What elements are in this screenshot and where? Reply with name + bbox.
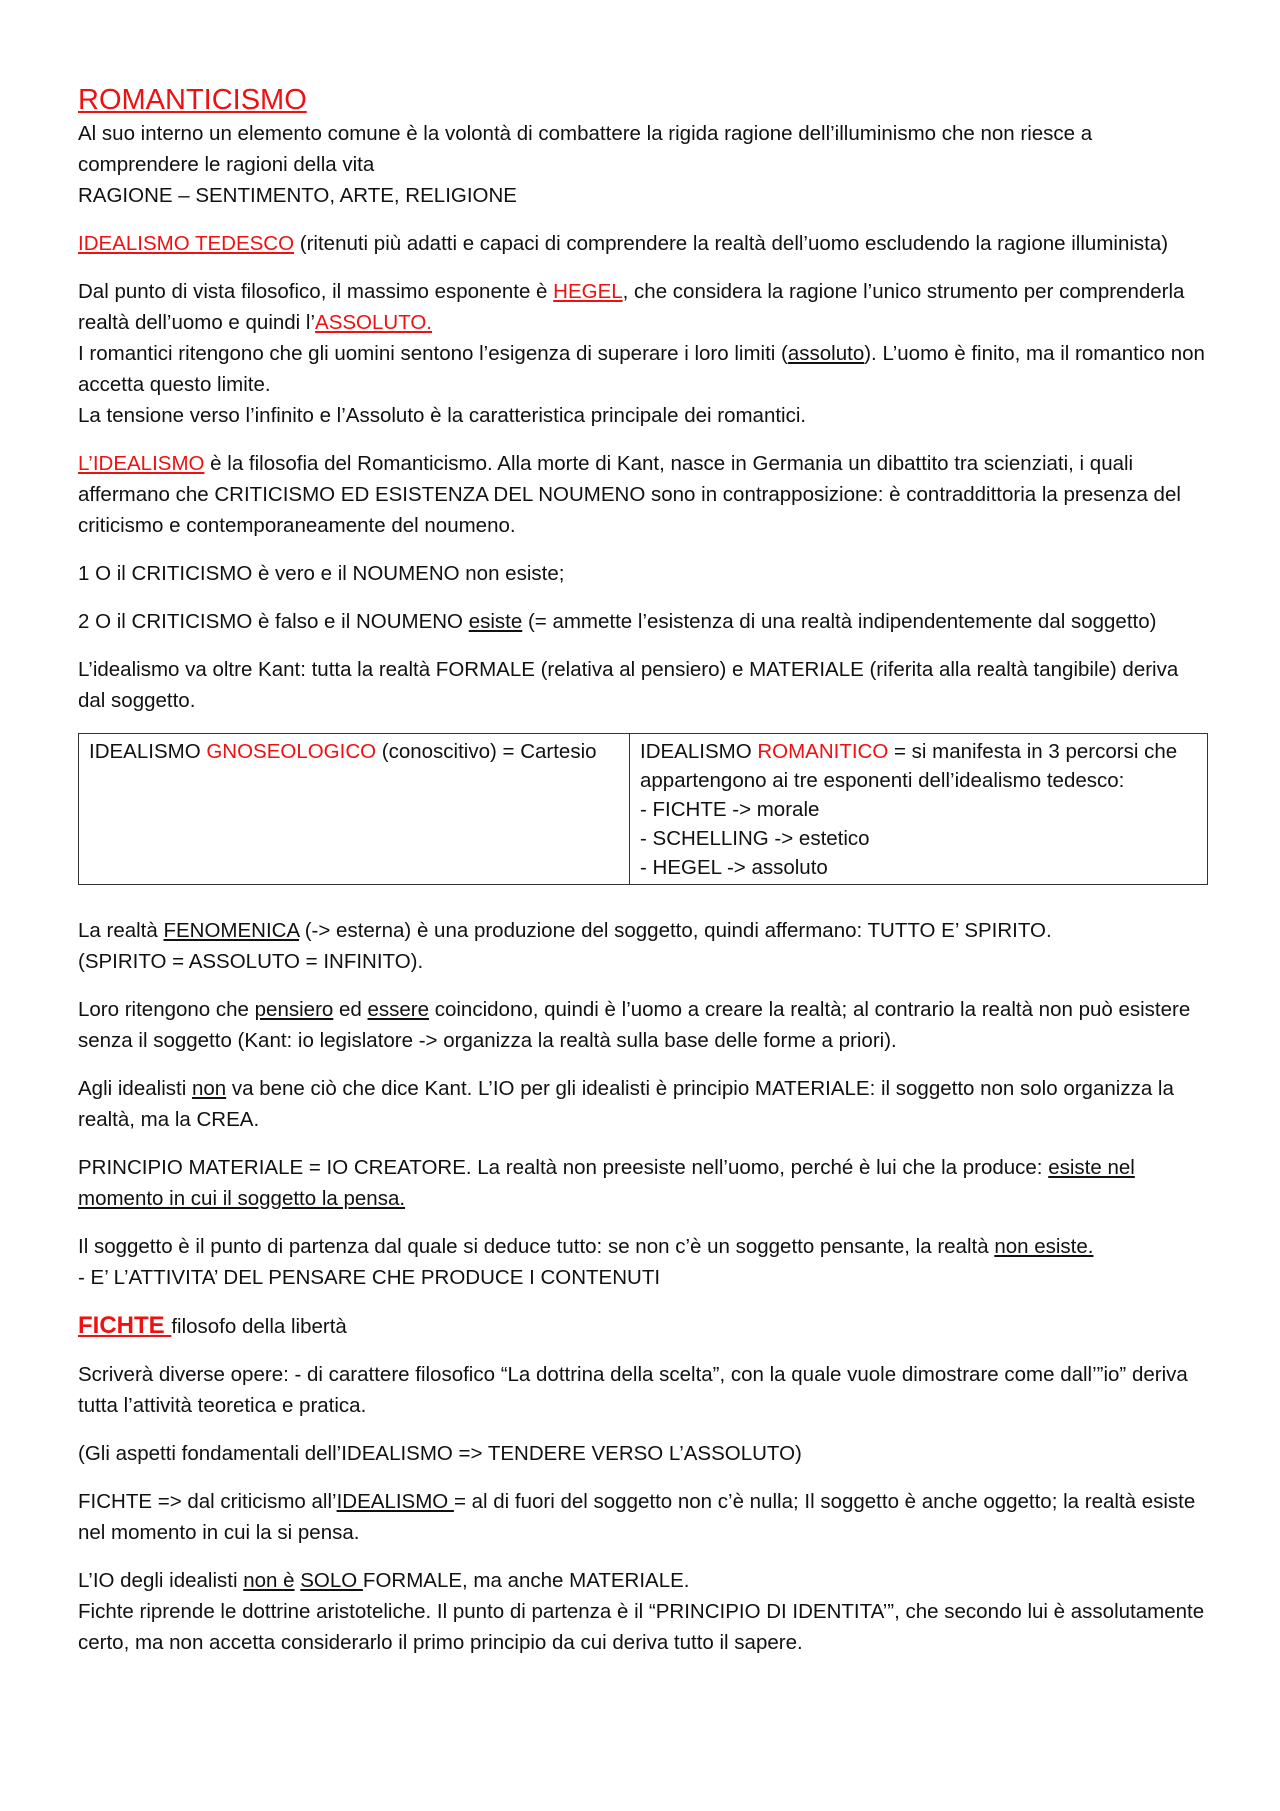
table-cell-romantico [630,734,1208,885]
hegel-text-5: La tensione verso l’infinito e l’Assoluto è la caratteristica principale dei romantici. [78,404,807,427]
romantico-text-2: = si manifesta in 3 percorsi che appartengono ai tre esponenti dell’idealismo tedesco: [640,740,1178,792]
romantico-text-1: IDEALISMO [640,740,758,763]
point-2-text-2: (= ammette l’esistenza di una realtà indipendentemente dal soggetto) [522,610,1157,633]
hegel-text-2: , che considera la ragione l’unico strumento per comprenderla realtà dell’uomo e quindi l’ [78,280,1185,334]
fichte-subtitle: filosofo della libertà [171,1315,347,1338]
gnoseologico-text-1: IDEALISMO [89,740,207,763]
agli-text-1: Agli idealisti [78,1077,192,1100]
pensiero-text-1: Loro ritengono che [78,998,255,1021]
idealismo-tedesco-paragraph [78,228,1208,259]
intro-text: Al suo interno un elemento comune è la volontà di combattere la rigida ragione dell’illuminismo che non riesce a comprendere le ragioni della vita [78,122,1093,176]
idealismo-comparison-table [78,733,1208,885]
io-text-4: Fichte riprende le dottrine aristoteliche. Il punto di partenza è il “PRINCIPIO DI IDENTITA’”, che secondo lui è assolutamente certo, ma non accetta considerarlo il primo principio da cui deriva tutto il sapere. [78,1600,1205,1654]
idealismo-tedesco-text: (ritenuti più adatti e capaci di comprendere la realtà dell’uomo escludendo la ragione illuminista) [294,232,1169,255]
pensiero-underlined: pensiero [254,998,334,1021]
non-esiste-underlined: non esiste. [994,1235,1094,1258]
opere-paragraph: Scriverà diverse opere: - di carattere filosofico “La dottrina della scelta”, con la quale vuole dimostrare come dall’”io” deriva tutta l’attività teoretica e pratica. [78,1363,1188,1417]
principio-text-1: PRINCIPIO MATERIALE = IO CREATORE. La realtà non preesiste nell’uomo, perché è lui che la produce: [78,1156,1049,1179]
intro-keywords: RAGIONE – SENTIMENTO, ARTE, RELIGIONE [78,184,517,207]
fichte-term: FICHTE [78,1312,172,1339]
fenomenica-text-2: (-> esterna) è una produzione del soggetto, quindi affermano: TUTTO E’ SPIRITO. [299,919,1052,942]
hegel-text-3: I romantici ritengono che gli uomini sentono l’esigenza di superare i loro limiti ( [78,342,788,365]
fichte-heading [78,1310,1208,1342]
aspetti-paragraph: (Gli aspetti fondamentali dell’IDEALISMO => TENDERE VERSO L’ASSOLUTO) [78,1442,802,1465]
point-2-text-1: 2 O il CRITICISMO è falso e il NOUMENO [78,610,469,633]
intro-paragraph [78,118,1208,211]
fenomenica-text-1: La realtà [78,919,164,942]
essere-underlined: essere [367,998,430,1021]
principio-materiale-paragraph [78,1152,1208,1214]
fichte-crit-text-1: FICHTE => dal criticismo all’ [78,1490,337,1513]
agli-idealisti-paragraph [78,1073,1208,1135]
point-1: 1 O il CRITICISMO è vero e il NOUMENO non esiste; [78,562,565,585]
soggetto-paragraph [78,1231,1208,1293]
fichte-crit-text-2: = al di fuori del soggetto non c’è nulla; Il soggetto è anche oggetto; la realtà esiste nel momento in cui la si pensa. [78,1490,1196,1544]
agli-text-2: va bene ciò che dice Kant. L’IO per gli idealisti è principio MATERIALE: il soggetto non solo organizza la realtà, ma la CREA. [78,1077,1174,1131]
oltre-kant-paragraph: L’idealismo va oltre Kant: tutta la realtà FORMALE (relativa al pensiero) e MATERIALE (riferita alla realtà tangibile) deriva dal soggetto. [78,658,1179,712]
table-row [79,734,1208,885]
idealismo-underlined: IDEALISMO [336,1490,454,1513]
gnoseologico-text-2: (conoscitivo) = Cartesio [376,740,597,763]
soggetto-text-2: - E’ L’ATTIVITA’ DEL PENSARE CHE PRODUCE I CONTENUTI [78,1266,661,1289]
non-e-underlined: non è [243,1569,295,1592]
hegel-paragraph [78,276,1208,431]
soggetto-text-1: Il soggetto è il punto di partenza dal quale si deduce tutto: se non c’è un soggetto pensante, la realtà [78,1235,995,1258]
page-title: ROMANTICISMO [78,84,307,116]
lidealismo-paragraph [78,448,1208,541]
principio-underlined: esiste nel momento in cui il soggetto la pensa. [78,1156,1135,1210]
io-idealisti-paragraph [78,1565,1208,1658]
fenomenica-underlined: FENOMENICA [163,919,300,942]
pensiero-text-3: coincidono, quindi è l’uomo a creare la realtà; al contrario la realtà non può esistere senza il soggetto (Kant: io legislatore -> organizza la realtà sulla base delle forme a priori). [78,998,1191,1052]
pensiero-text-2: ed [333,998,368,1021]
solo-underlined: SOLO [300,1569,363,1592]
assoluto-underlined: assoluto [787,342,865,365]
romantico-term: ROMANITICO [757,740,889,763]
table-cell-gnoseologico [79,734,630,885]
pensiero-paragraph [78,994,1208,1056]
non-underlined: non [191,1077,227,1100]
fichte-criticismo-paragraph [78,1486,1208,1548]
list-item: - SCHELLING -> estetico [640,827,870,850]
hegel-term: HEGEL [553,280,623,303]
lidealismo-text: è la filosofia del Romanticismo. Alla morte di Kant, nasce in Germania un dibattito tra scienziati, i quali affermano che CRITICISMO ED ESISTENZA DEL NOUMENO sono in contrapposizione: è contraddittoria la presenza del criticismo e contemporaneamente del noumeno. [78,452,1181,537]
fenomenica-paragraph [78,915,1208,977]
list-item: - FICHTE -> morale [640,798,820,821]
lidealismo-term: L’IDEALISMO [78,452,205,475]
gnoseologico-term: GNOSEOLOGICO [206,740,377,763]
fenomenica-text-3: (SPIRITO = ASSOLUTO = INFINITO). [78,950,424,973]
hegel-text-1: Dal punto di vista filosofico, il massimo esponente è [78,280,554,303]
hegel-text-4: ). L’uomo è finito, ma il romantico non accetta questo limite. [78,342,1205,396]
list-item: - HEGEL -> assoluto [640,856,828,879]
document-page [78,82,1208,1658]
io-text-1: L’IO degli idealisti [78,1569,244,1592]
esiste-underlined: esiste [468,610,523,633]
idealismo-tedesco-term: IDEALISMO TEDESCO [78,232,295,255]
point-2 [78,606,1208,637]
io-text-3: FORMALE, ma anche MATERIALE. [362,1569,690,1592]
assoluto-term: ASSOLUTO. [315,311,432,334]
